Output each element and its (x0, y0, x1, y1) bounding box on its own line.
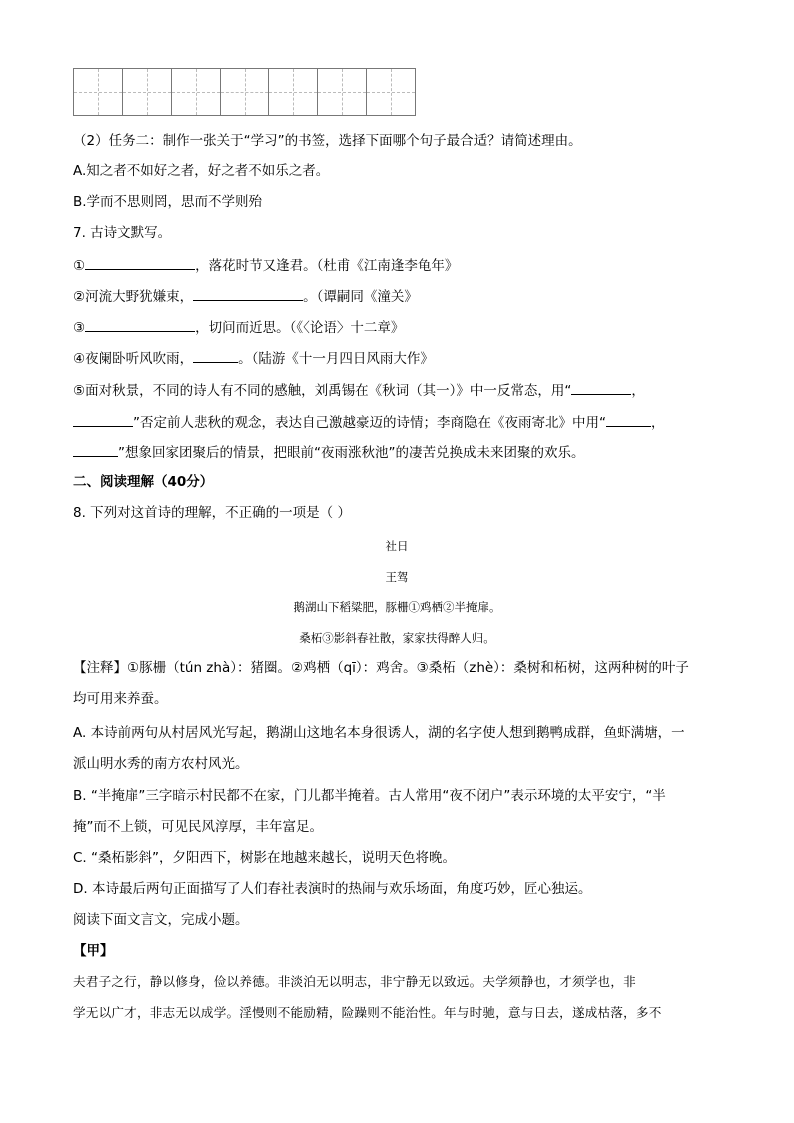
q7-line-2 (73, 287, 418, 306)
q7-l1-rest: ，落花时节又逢君。（杜甫《江南逢李龟年》 (195, 258, 459, 274)
q7-line-4 (73, 349, 434, 368)
poem-line-1: 鹅湖山下稻粱肥，豚栅①鸡栖②半掩扉。 (293, 600, 501, 614)
classical-text-line-2: 学无以广才，非志无以成学。淫慢则不能励精，险躁则不能治性。年与时驰，意与日去，遂成枯落，多不 (73, 1005, 662, 1020)
q7-line-1 (73, 256, 458, 275)
reading-label: 【甲】 (73, 943, 114, 959)
note-line-2: 均可用来养蚕。 (73, 691, 168, 707)
task2-option-a: A.知之者不如好之者，好之者不如乐之者。 (73, 163, 330, 179)
grid-cell[interactable] (221, 69, 270, 115)
fill-blank[interactable] (193, 349, 238, 363)
q8-option-b-2: 掩”而不上锁，可见民风淳厚，丰年富足。 (73, 819, 323, 835)
q7-l2-pre: ②河流大野犹嫌束， (73, 289, 194, 305)
q7-l4-rest: 。（陆游《十一月四日风雨大作》 (238, 351, 434, 367)
q7-l6-b: ， (651, 415, 665, 431)
grid-cell[interactable] (74, 69, 123, 115)
grid-cell[interactable] (123, 69, 172, 115)
answer-grid[interactable] (73, 68, 416, 116)
q7-title: 7. 古诗文默写。 (73, 225, 172, 241)
q7-l5-a: ⑤面对秋景，不同的诗人有不同的感触，刘禹锡在《秋词（其一）》中一反常态，用“ (73, 383, 572, 399)
q7-l2-rest: 。（谭嗣同《潼关》 (303, 289, 418, 305)
q7-l5-b: ， (631, 383, 645, 399)
fill-blank[interactable] (85, 256, 195, 270)
fill-blank[interactable] (571, 381, 631, 395)
note-line-1: 【注释】①豚栅（tún zhà）：猪圈。②鸡栖（qī）：鸡舍。③桑柘（zhè）：桑树和柘树，这两种树的叶子 (73, 660, 689, 676)
q7-line-5 (73, 381, 645, 400)
q7-l1-num: ① (73, 258, 86, 274)
grid-cell[interactable] (172, 69, 221, 115)
fill-blank[interactable] (73, 413, 133, 427)
q8-stem: 8. 下列对这首诗的理解，不正确的一项是（ ） (73, 505, 351, 521)
q8-option-d: D. 本诗最后两句正面描写了人们春社表演时的热闹与欢乐场面，角度巧妙，匠心独运。 (73, 881, 592, 897)
q7-l3-rest: ，切问而近思。（《〈论语〉十二章》 (195, 320, 405, 336)
q8-option-b-1: B. “半掩扉”三字暗示村民都不在家，门儿都半掩着。古人常用“夜不闭户”表示环境的太平安宁，“半 (73, 788, 666, 804)
poem-author: 王驾 (385, 570, 409, 584)
task2-option-b: B.学而不思则罔，思而不学则殆 (73, 194, 263, 210)
poem-title: 社日 (385, 539, 409, 553)
reading-intro: 阅读下面文言文，完成小题。 (73, 912, 249, 928)
q8-option-a-1: A. 本诗前两句从村居风光写起，鹅湖山这地名本身很诱人，湖的名字使人想到鹅鸭成群，鱼虾满塘，一 (73, 725, 685, 741)
grid-cell[interactable] (318, 69, 367, 115)
fill-blank[interactable] (85, 318, 195, 332)
q7-l3-num: ③ (73, 320, 86, 336)
q7-l6-a: ”否定前人悲秋的观念，表达自己激越豪迈的诗情；李商隐在《夜雨寄北》中用“ (133, 415, 606, 431)
q8-option-c: C. “桑柘影斜”，夕阳西下，树影在地越来越长，说明天色将晚。 (73, 850, 456, 866)
task2-prompt: （2）任务二：制作一张关于“学习”的书签，选择下面哪个句子最合适？请简述理由。 (73, 133, 582, 149)
fill-blank[interactable] (73, 443, 118, 457)
grid-cell[interactable] (367, 69, 415, 115)
section-heading: 二、阅读理解（40分） (73, 474, 214, 490)
fill-blank[interactable] (606, 413, 651, 427)
classical-text-line-1: 夫君子之行，静以修身，俭以养德。非淡泊无以明志，非宁静无以致远。夫学须静也，才须学也，非 (73, 974, 636, 989)
fill-blank[interactable] (193, 287, 303, 301)
q7-line-6 (73, 413, 665, 432)
q7-line-7 (73, 443, 584, 462)
q7-l7-a: ”想象回家团聚后的情景，把眼前“夜雨涨秋池”的凄苦兑换成未来团聚的欢乐。 (118, 445, 585, 461)
q7-l4-pre: ④夜阑卧听风吹雨， (73, 351, 194, 367)
q8-option-a-2: 派山明水秀的南方农村风光。 (73, 756, 249, 772)
q7-line-3 (73, 318, 404, 337)
grid-cell[interactable] (269, 69, 318, 115)
poem-line-2: 桑柘③影斜春社散，家家扶得醉人归。 (299, 631, 495, 645)
